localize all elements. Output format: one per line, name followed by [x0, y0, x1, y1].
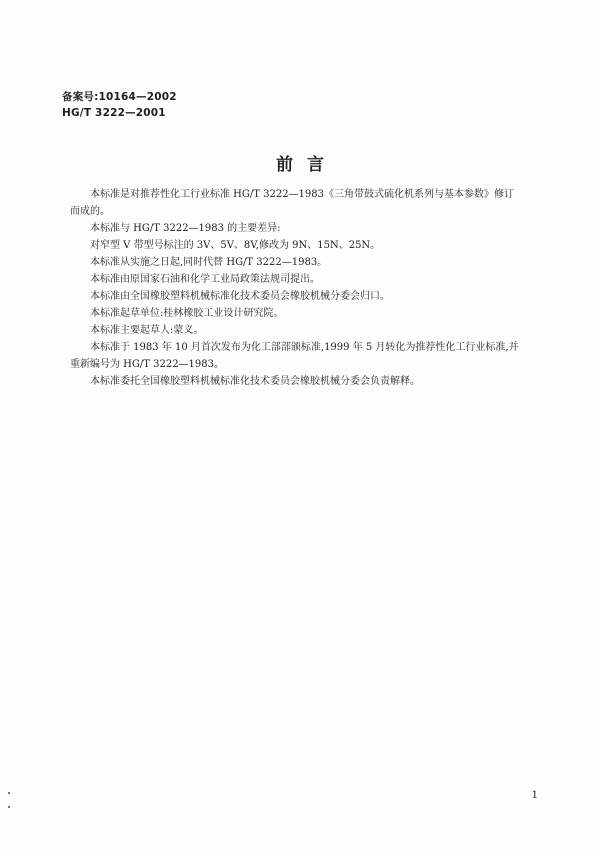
paragraph [70, 339, 530, 373]
paragraph-line: 本标准于 1983 年 10 月首次发布为化工部部颁标准,1999 年 5 月转化为推荐性化工行业标准,并 [90, 342, 519, 353]
paragraph [70, 237, 530, 254]
paragraph [70, 305, 530, 322]
page-number: 1 [531, 790, 538, 801]
page-title: 前言 [276, 155, 338, 175]
paragraph [70, 373, 530, 390]
paragraph [70, 271, 530, 288]
paragraph-line: 本标准主要起草人:蒙义。 [90, 325, 204, 336]
paragraph [70, 322, 530, 339]
scan-mark [8, 792, 10, 794]
paragraph-line: 而成的。 [70, 206, 110, 217]
standard-code: HG/T 3222—2001 [62, 107, 166, 119]
paragraph [70, 220, 530, 237]
paragraph-line: 重新编号为 HG/T 3222—1983。 [70, 359, 225, 370]
scan-mark [8, 806, 10, 808]
paragraph-line: 本标准委托全国橡胶塑料机械标准化技术委员会橡胶机械分委会负责解释。 [90, 376, 420, 387]
paragraph-line: 本标准由原国家石油和化学工业局政策法规司提出。 [90, 274, 320, 285]
filing-number: 备案号:10164—2002 [62, 91, 177, 103]
paragraph-line: 本标准从实施之日起,同时代替 HG/T 3222—1983。 [90, 257, 328, 268]
paragraph [70, 288, 530, 305]
paragraph [70, 186, 530, 220]
paragraph-line: 对窄型 V 带型号标注的 3V、5V、8V,修改为 9N、15N、25N。 [90, 240, 381, 251]
paragraph-line: 本标准由全国橡胶塑料机械标准化技术委员会橡胶机械分委会归口。 [90, 291, 390, 302]
paragraph-line: 本标准与 HG/T 3222—1983 的主要差异: [90, 223, 281, 234]
foreword-body [70, 186, 530, 390]
paragraph [70, 254, 530, 271]
paragraph-line: 本标准起草单位:桂林橡胶工业设计研究院。 [90, 308, 284, 319]
paragraph-line: 本标准是对推荐性化工行业标准 HG/T 3222—1983《三角带鼓式硫化机系列与基本参数》修订 [90, 189, 515, 200]
